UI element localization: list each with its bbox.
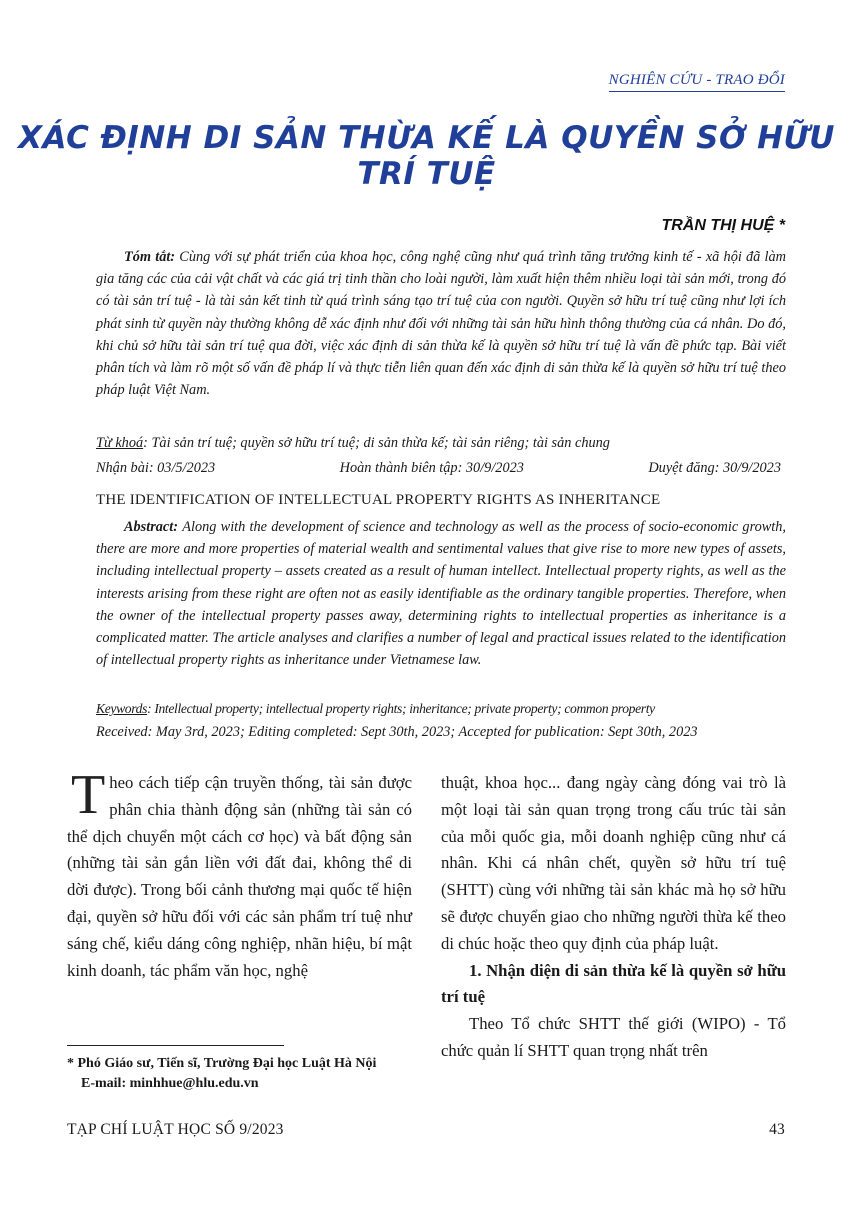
body-left-column [67, 764, 412, 984]
keywords-vi-text: Tài sản trí tuệ; quyền sở hữu trí tuệ; di sản thừa kế; tài sản riêng; tài sản chung [151, 435, 610, 451]
page-number: 43 [769, 1121, 785, 1138]
abstract-text: Along with the development of science and technology as well as the process of socio-economic growth, there are more and more properties of material wealth and sentimental values that give rise to more new types of assets, including intellectual property – assets created as a result of human intellect. Intellectual property rights, as well as the interests arising from these right are often not as easily identifiable as the ordinary tangible properties. Therefore, when the owner of the intellectual property passes away, determining rights to intellectual properties as inheritance is a complicated matter. The article analyses and clarifies a number of legal and practical issues related to the identification of intellectual property rights as inheritance under Vietnamese law. [96, 519, 786, 669]
received-line: Received: May 3rd, 2023; Editing completed: Sept 30th, 2023; Accepted for publication: Sept 30th, 2023 [96, 724, 698, 740]
article-title: XÁC ĐỊNH DI SẢN THỪA KẾ LÀ QUYỀN SỞ HỮU TRÍ TUỆ [18, 120, 835, 192]
dates-row [96, 460, 781, 477]
keywords-en: Keywords: Intellectual property; intellectual property rights; inheritance; private property; common property [96, 701, 655, 716]
footnote [67, 1054, 376, 1094]
received-date: Nhận bài: 03/5/2023 [96, 460, 216, 476]
abstract-en: Abstract: Along with the development of science and technology as well as the process of socio-economic growth, there are more and more properties of material wealth and sentimental values that give rise to more new types of assets, including intellectual property – assets created as a result of human intellect. Intellectual property rights, as well as the interests arising from these right are often not as easily identifiable as the ordinary tangible properties. Therefore, when the owner of the intellectual property passes away, determining rights to intellectual properties as inheritance is a complicated matter. The article analyses and clarifies a number of legal and practical issues related to the identification of intellectual property rights as inheritance under Vietnamese law. [96, 519, 786, 669]
body-left-text: heo cách tiếp cận truyền thống, tài sản được phân chia thành động sản (những tài sản có thể dịch chuyển một cách cơ học) và bất động sản (những tài sản gắn liền với đất đai, không thể di dời được). Trong bối cảnh thương mại quốc tế hiện đại, quyền sở hữu đối với các sản phẩm trí tuệ như sáng chế, kiểu dáng công nghiệp, nhãn hiệu, bí mật kinh doanh, tác phẩm văn học, nghệ [67, 773, 412, 980]
accepted-date: Duyệt đăng: 30/9/2023 [648, 460, 781, 476]
section-label: NGHIÊN CỨU - TRAO ĐỔI [609, 72, 785, 92]
keywords-en-label: Keywords [96, 701, 148, 716]
body-right-paragraph-1: thuật, khoa học... đang ngày càng đóng vai trò là một loại tài sản quan trọng trong cấu trúc tài sản của mỗi quốc gia, mỗi doanh nghiệp cũng như cá nhân. Khi cá nhân chết, quyền sở hữu trí tuệ (SHTT) cùng với những tài sản khác mà họ sở hữu sẽ được chuyển giao cho những người thừa kế theo di chúc hoặc theo quy định của pháp luật. [441, 773, 786, 953]
summary-vi [96, 246, 786, 401]
drop-cap: T [71, 764, 106, 826]
english-title: THE IDENTIFICATION OF INTELLECTUAL PROPERTY RIGHTS AS INHERITANCE [96, 492, 661, 508]
section-heading: 1. Nhận diện di sản thừa kế là quyền sở hữu trí tuệ [441, 960, 786, 1007]
body-right-paragraph-2: Theo Tổ chức SHTT thế giới (WIPO) - Tổ chức quản lí SHTT quan trọng nhất trên [441, 1014, 786, 1060]
keywords-vi-label: Từ khoá [96, 435, 144, 451]
keywords-vi: Từ khoá: Tài sản trí tuệ; quyền sở hữu trí tuệ; di sản thừa kế; tài sản riêng; tài sản chung [96, 435, 610, 451]
summary-text: Cùng với sự phát triển của khoa học, công nghệ cũng như quá trình tăng trưởng kinh tế - xã hội đã làm gia tăng các của cải vật chất và các giá trị tinh thần cho loài người, làm xuất hiện thêm nhiều loại tài sản mới, trong đó có tài sản trí tuệ - là tài sản kết tinh từ quá trình sáng tạo trí tuệ của con người. Quyền sở hữu trí tuệ cũng như lợi ích phát sinh từ quyền này thường không dễ xác định như đối với những tài sản hữu hình thông thường của cá nhân. Do đó, khi chủ sở hữu tài sản trí tuệ qua đời, việc xác định di sản thừa kế là quyền sở hữu trí tuệ là vấn đề phức tạp. Bài viết phân tích và làm rõ một số vấn đề pháp lí và thực tiễn liên quan đến xác định di sản thừa kế là quyền sở hữu trí tuệ theo pháp luật Việt Nam. [96, 249, 786, 399]
journal-name: TẠP CHÍ LUẬT HỌC SỐ 9/2023 [67, 1121, 284, 1138]
body-right-column [441, 770, 786, 1065]
keywords-en-text: Intellectual property; intellectual property rights; inheritance; private property; common property [154, 701, 655, 716]
footnote-affiliation: * Phó Giáo sư, Tiến sĩ, Trường Đại học Luật Hà Nội [67, 1056, 377, 1071]
footnote-divider [67, 1045, 284, 1046]
summary-label: Tóm tắt: [124, 249, 176, 265]
footnote-email: E-mail: minhhue@hlu.edu.vn [81, 1076, 259, 1091]
edited-date: Hoàn thành biên tập: 30/9/2023 [339, 460, 524, 476]
abstract-label: Abstract [124, 519, 174, 535]
author-name: TRẦN THỊ HUỆ * [661, 217, 785, 234]
page-footer [67, 1121, 785, 1139]
